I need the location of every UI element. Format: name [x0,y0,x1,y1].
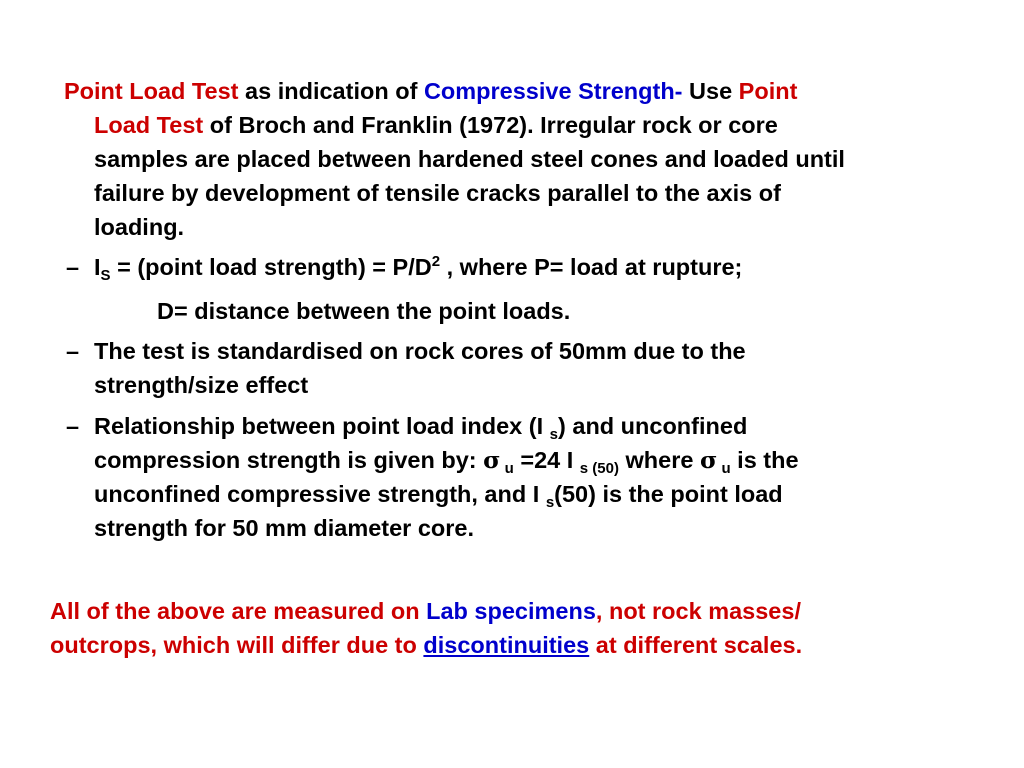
bullet-3-text-e: where [618,447,700,473]
term-load-test: Load Test [94,112,204,138]
s-subscript: s [545,494,555,511]
bullet-2-line-1: The test is standardised on rock cores of 50mm due to the [94,338,746,364]
bullet-3-text-g: unconfined compressive strength, and I [94,481,546,507]
intro-line-4: failure by development of tensile cracks parallel to the axis of [94,180,781,206]
s50-subscript: s (50) [579,460,619,477]
bullet-2-line-2: strength/size effect [94,372,309,398]
is-subscript-s: s [549,426,559,443]
sigma-symbol-2: σ [699,446,718,474]
bullet-3-text-f: is the [730,447,799,473]
is-subscript: S [100,267,111,284]
bullet-dash-1: – [66,254,80,280]
term-point-load-test: Point Load Test [64,78,239,104]
footer-note [50,594,802,662]
intro-paragraph [64,74,845,244]
footer-text-a: All of the above are measured on [50,598,427,624]
sigma-u-subscript-1: u [500,460,514,477]
bullet-1-end: , where P= load at rupture; [440,254,743,280]
intro-line-3: samples are placed between hardened steel cones and loaded until [94,146,845,172]
bullet-dash-3: – [66,413,80,439]
discontinuities-link[interactable]: discontinuities [423,632,590,658]
squared-superscript: 2 [431,253,441,270]
bullet-1 [94,250,742,284]
intro-text-as-indication: as indication of [238,78,424,104]
intro-line-1 [64,74,845,108]
sigma-u-subscript-2: u [717,460,731,477]
bullet-3-text-c: compression strength is given by: [94,447,484,473]
footer-text-c: outcrops, which will differ due to [50,632,424,658]
lab-specimens-term: Lab specimens [426,598,596,624]
bullet-3-line-1 [94,409,799,443]
bullet-1-mid: = (point load strength) = P/D [110,254,432,280]
intro-text-broch: of Broch and Franklin (1972). Irregular rock or core [203,112,778,138]
footer-text-b: , not rock masses/ [595,598,801,624]
intro-text-use: Use [682,78,739,104]
term-compressive-strength: Compressive Strength- [423,78,683,104]
bullet-2 [94,334,746,402]
bullet-3 [94,409,799,545]
bullet-3-text-d: =24 I [513,447,580,473]
bullet-3-text-h: (50) is the point load [554,481,783,507]
footer-text-d: at different scales. [589,632,803,658]
bullet-3-line-2 [94,443,799,477]
bullet-3-line-4: strength for 50 mm diameter core. [94,515,475,541]
bullet-3-text-a: Relationship between point load index (I [94,413,550,439]
footer-line-1 [50,594,802,628]
bullet-1-line-1 [94,250,742,284]
term-point: Point [738,78,798,104]
intro-line-5: loading. [94,214,185,240]
sigma-symbol-1: σ [483,446,501,474]
bullet-3-text-b: ) and unconfined [558,413,748,439]
bullet-1-continuation: D= distance between the point loads. [157,298,571,324]
footer-line-2 [50,628,802,662]
intro-line-2 [64,108,845,142]
is-symbol: I [94,254,101,280]
bullet-dash-2: – [66,338,80,364]
bullet-3-line-3 [94,477,799,511]
